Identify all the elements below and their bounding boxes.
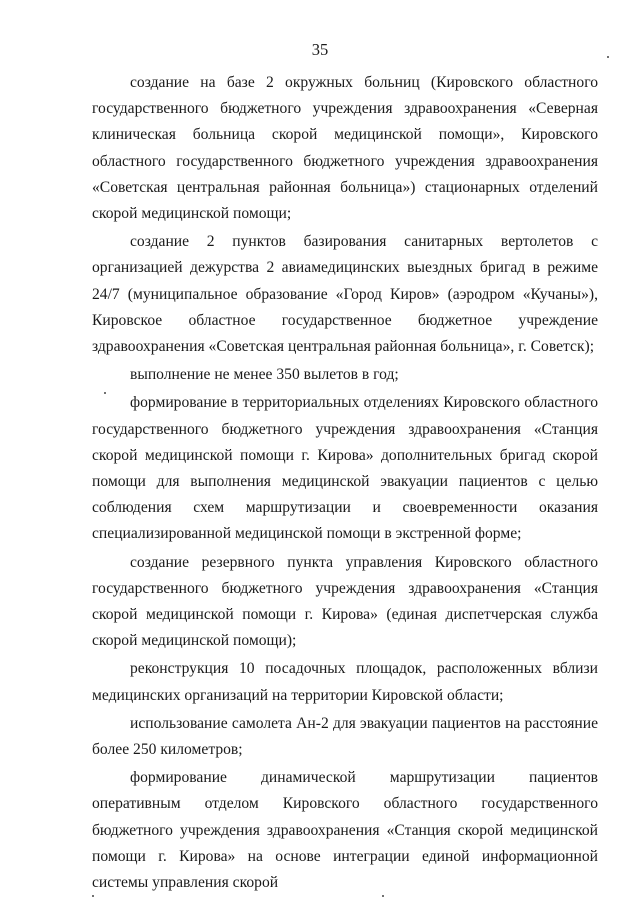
scan-speck [92,895,94,897]
paragraph-flights-per-year: выполнение не менее 350 вылетов в год; [130,366,399,384]
scan-speck [607,56,609,58]
paragraph-helicopter-bases: создание 2 пунктов базирования санитарных вертолетов с организацией дежурства 2 авиамедицинских выездных бригад в режиме 24/7 (муниципальное образование «Город Киров» (аэродром «Кучаны»), Кировское областное государственное бюджетное учреждение здравоохранения «Советская центральная районная больница», г. Советск); [92,233,598,356]
scan-speck [382,895,384,897]
paragraph-dynamic-routing: формирование динамической маршрутизации пациентов оперативным отделом Кировского областного государственного бюджетного учреждения здравоохранения «Станция скорой медицинской помощи г. Кирова» на основе интеграции единой информационной системы управления скорой [92,769,598,892]
paragraph-landing-sites: реконструкция 10 посадочных площадок, расположенных вблизи медицинских организаций на территории Кировской области; [92,660,598,704]
paragraph-an2-aircraft: использование самолета Ан-2 для эвакуации пациентов на расстояние более 250 километров; [92,714,598,759]
scan-speck [104,392,106,394]
paragraph-district-hospitals: создание на базе 2 окружных больниц (Кировского областного государственного бюджетного учреждения здравоохранения «Северная клиническая больница скорой медицинской помощи», Кировского областного государственного бюджетного учреждения здравоохранения «Советская центральная районная больница») стационарных отделений скорой медицинской помощи; [92,74,598,223]
paragraph-reserve-control-point: создание резервного пункта управления Кировского областного государственного бюджетного учреждения здравоохранения «Станция скорой медицинской помощи г. Кирова» (единая диспетчерская служба скорой медицинской помощи); [92,553,598,650]
document-body [92,70,598,896]
paragraph-additional-brigades: формирование в территориальных отделениях Кировского областного государственного бюджетного учреждения здравоохранения «Станция скорой медицинской помощи г. Кирова» дополнительных бригад скорой помощи для выполнения медицинской эвакуации пациентов с целью соблюдения схем маршрутизации и своевременности оказания специализированной медицинской помощи в экстренной форме; [92,394,598,543]
page-number: 35 [311,40,329,59]
